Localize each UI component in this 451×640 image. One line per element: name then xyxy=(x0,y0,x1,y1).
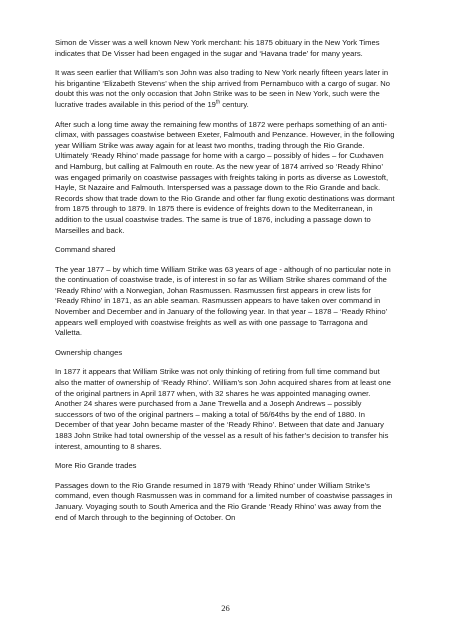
paragraph-command-shared: The year 1877 – by which time William Strike was 63 years of age - although of no particular note in the continuation of coastwise trade, is of interest in so far as William Strike shares command of the ‘Ready Rhino’ with a Norwegian, Johan Rasmussen. Rasmussen first appears in crew lists for ‘Ready Rhino’ in 1871, as an able seaman. Rasmussen appears to have taken over command in November and December and in January of the following year. In that year – 1878 – ‘Ready Rhino’ appears well employed with coastwise freights as well as with one passage to Tarragona and Valletta. xyxy=(55,264,391,338)
paragraph-de-visser: Simon de Visser was a well known New York merchant: his 1875 obituary in the New York Times indicates that De Visser had been engaged in the sugar and ‘Havana trade’ for many years. xyxy=(55,38,380,58)
heading-ownership-changes: Ownership changes xyxy=(55,347,123,357)
superscript-th: th xyxy=(215,99,221,106)
heading-more-rio-grande: More Rio Grande trades xyxy=(55,461,137,471)
paragraph-anti-climax: After such a long time away the remaining few months of 1872 were perhaps something of an anti-climax, with passages coastwise between Exeter, Falmouth and Penzance. However, in the following year William Strike was away again for at least two months, trading through the Rio Grande. Ultimately ‘Ready Rhino’ made passage for home with a cargo – possibly of hides – for Cuxhaven and Hamburg, but calling at Falmouth en route. As the new year of 1874 arrived so ‘Ready Rhino’ was engaged primarily on coastwise passages with freights taking in ports as diverse as Lowestoft, Hayle, St Nazaire and Falmouth. Interspersed was a passage down to the Rio Grande and back. Records show that trade down to the Rio Grande and other far flung exotic destinations was dormant from 1875 through to 1879. In 1875 there is evidence of freights down to the Mediterranean, in addition to the usual coastwise trades. The same is true of 1876, including a passage down to Marseilles and back. xyxy=(55,119,395,235)
paragraph-john-new-york-end: century. xyxy=(220,99,249,109)
paragraph-john-new-york-text: It was seen earlier that William’s son John was also trading to New York nearly fifteen years later in his brigantine ‘Elizabeth Stevens’ when the ship arrived from Pernambuco with a cargo of sugar. No doubt this was not the only occasion that John Strike was to be seen in New York, such were the lucrative trades available in this period of the 19 xyxy=(55,68,391,109)
paragraph-john-new-york xyxy=(55,68,395,110)
paragraph-ownership-changes: In 1877 it appears that William Strike was not only thinking of retiring from full time command but also the matter of ownership of ‘Ready Rhino’. William’s son John acquired shares from at least one of the original partners in April 1877 when, with 32 shares he was appointed managing owner. Another 24 shares were purchased from a Jane Trewella and a Joseph Andrews – possibly successors of two of the original partners – making a total of 56/64ths by the end of 1880. In December of that year John became master of the ‘Ready Rhino’. Between that date and January 1883 John Strike had total ownership of the vessel as a result of his father’s decision to transfer his interest, amounting to 8 shares. xyxy=(55,367,391,451)
page-number: 26 xyxy=(221,603,230,613)
document-body xyxy=(55,38,395,532)
paragraph-rio-grande: Passages down to the Rio Grande resumed in 1879 with ‘Ready Rhino’ under William Strike’s command, even though Rasmussen was in command for a limited number of coastwise passages in January. Voyaging south to South America and the Rio Grande ‘Ready Rhino’ was away from the end of March through to the beginning of October. On xyxy=(55,480,393,522)
heading-command-shared: Command shared xyxy=(55,245,116,255)
